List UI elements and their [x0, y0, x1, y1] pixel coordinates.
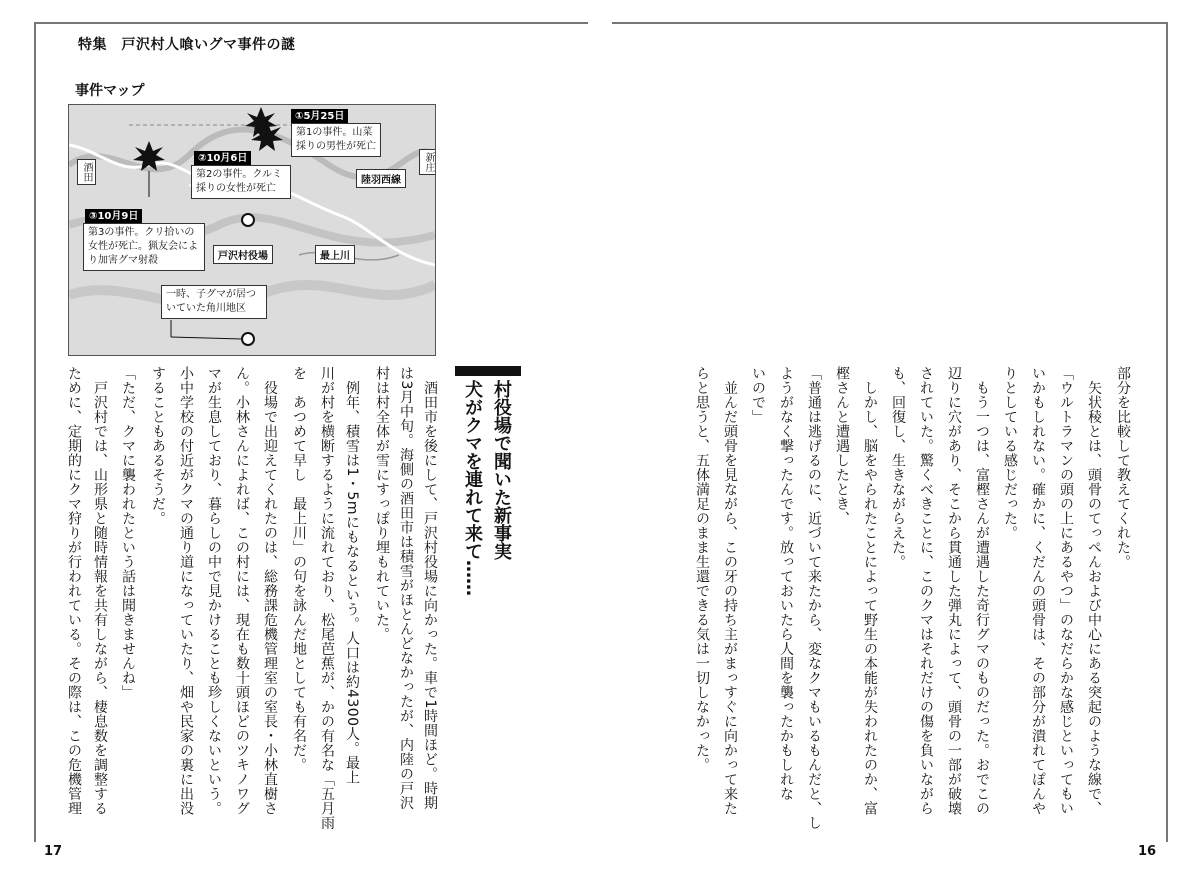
left-frame-line: [34, 22, 36, 842]
cub-note-text: 一時、子グマが居ついていた角川地区: [166, 289, 256, 314]
right-text-column-14: いので」: [750, 366, 766, 424]
right-text-column-7: 辺りに穴があり、そこから貫通した弾丸によって、頭骨の一部が破壊: [946, 366, 962, 816]
right-text-column-9: も、回復し、生きながらえた。: [890, 366, 906, 569]
left-text-column-1: 酒田市を後にして、戸沢村役場に向かった。車で1時間ほど。時期: [422, 366, 438, 811]
left-text-column-10: 小中学校の付近がクマの通り道になっていたり、畑や民家の裏に出没: [178, 366, 194, 816]
page-number-right: 16: [1138, 844, 1157, 859]
left-text-column-8: ん。小林さんによれば、この村には、現在も数十頭ほどのツキノワグ: [234, 366, 250, 816]
event-1-date: ①5月25日: [291, 109, 348, 124]
mogami-river-label: 最上川: [315, 245, 355, 264]
left-text-column-14: ために、定期的にクマ狩りが行われている。その際は、この危機管理: [66, 366, 82, 816]
headline-line-1: 村役場で聞いた新事実: [491, 380, 512, 560]
incident-map: [68, 104, 436, 356]
event-2-text: 第2の事件。クルミ採りの女性が死亡: [196, 169, 283, 194]
event-3-callout: [83, 223, 205, 271]
event-1-text: 第1の事件。山菜採りの男性が死亡: [296, 127, 376, 152]
left-text-column-6: を あつめて早し 最上川」の句を詠んだ地としても有名だ。: [291, 366, 307, 772]
running-header: 特集 戸沢村人喰いグマ事件の謎: [78, 37, 296, 53]
right-text-column-10: しかし、脳をやられたことによって野生の本能が失われたのか、富: [862, 366, 878, 816]
left-text-column-4: 例年、積雪は1・5mにもなるという。人口は約4300人。最上: [344, 366, 360, 785]
village-office-marker: [242, 214, 254, 226]
cub-note-callout: [161, 285, 267, 319]
event-3-text: 第3の事件。クリ拾いの女性が死亡。猟友会により加害グマ射殺: [88, 227, 198, 266]
right-text-column-15: 並んだ頭骨を見ながら、この牙の持ち主がまっすぐに向かって来た: [722, 366, 738, 816]
sakata-label: 酒田: [77, 159, 96, 185]
right-text-column-3: 「ウルトラマンの頭の上にあるやつ」のなだらかな感じといってもい: [1058, 366, 1074, 816]
left-text-column-3: 村は村全体が雪にすっぽり埋もれていた。: [374, 366, 390, 642]
left-text-column-13: 戸沢村では、山形県と随時情報を共有しながら、棲息数を調整する: [92, 366, 108, 816]
page-number-left: 17: [44, 844, 63, 859]
shinjo-label: 新庄: [419, 149, 436, 175]
event-1-callout: [291, 123, 381, 157]
right-text-column-4: いかもしれない。確かに、くだんの頭骨は、その部分が潰れてぽんや: [1030, 366, 1046, 816]
right-text-column-11: 樫さんと遭遇したとき、: [834, 366, 850, 526]
left-text-column-11: することもあるそうだ。: [150, 366, 166, 526]
rikuu-line-label: 陸羽西線: [356, 169, 406, 188]
right-text-column-6: もう一つは、富樫さんが遭遇した奇行グマのものだった。おでこの: [974, 366, 990, 816]
left-text-column-12: 「ただ、クマに襲われたという話は聞きませんね」: [120, 366, 136, 700]
left-text-column-7: 役場で出迎えてくれたのは、総務課危機管理室の室長・小林直樹さ: [262, 366, 278, 816]
right-text-column-16: らと思うと、五体満足のまま生還できる気は一切しなかった。: [694, 366, 710, 772]
right-frame-line: [1166, 22, 1168, 842]
right-text-column-5: りとしている感じだった。: [1002, 366, 1018, 540]
right-text-column-8: されていた。驚くべきことに、このクマはそれだけの傷を負いながら: [918, 366, 934, 816]
right-text-column-2: 矢状稜とは、頭骨のてっぺんおよび中心にある突起のような線で、: [1086, 366, 1102, 816]
village-office-label: 戸沢村役場: [213, 245, 273, 264]
right-text-column-12: 「普通は逃げるのに、近づいて来たから、変なクマもいるもんだと、し: [806, 366, 822, 830]
right-text-column-13: ようがなく撃ったんです。放っておいたら人間を襲ったかもしれな: [778, 366, 794, 801]
left-text-column-5: 川が村を横断するように流れており、松尾芭蕉が、かの有名な「五月雨: [319, 366, 335, 830]
event-3-date: ③10月9日: [85, 209, 142, 224]
left-text-column-2: は3月中旬。海側の酒田市は積雪がほとんどなかったが、内陸の戸沢: [398, 366, 414, 811]
kadokawa-marker: [242, 333, 254, 345]
map-title: 事件マップ: [75, 83, 145, 99]
right-text-column-1: 部分を比較して教えてくれた。: [1115, 366, 1131, 569]
headline-line-2: 犬がクマを連れて来て……: [462, 380, 483, 596]
event-2-date: ②10月6日: [194, 151, 251, 166]
top-frame-line-right: [612, 22, 1168, 24]
top-frame-line-left: [34, 22, 588, 24]
left-text-column-9: マが生息しており、暮らしの中で見かけることも珍しくないという。: [206, 366, 222, 816]
headline-marker: [455, 366, 521, 376]
event-2-callout: [191, 165, 291, 199]
